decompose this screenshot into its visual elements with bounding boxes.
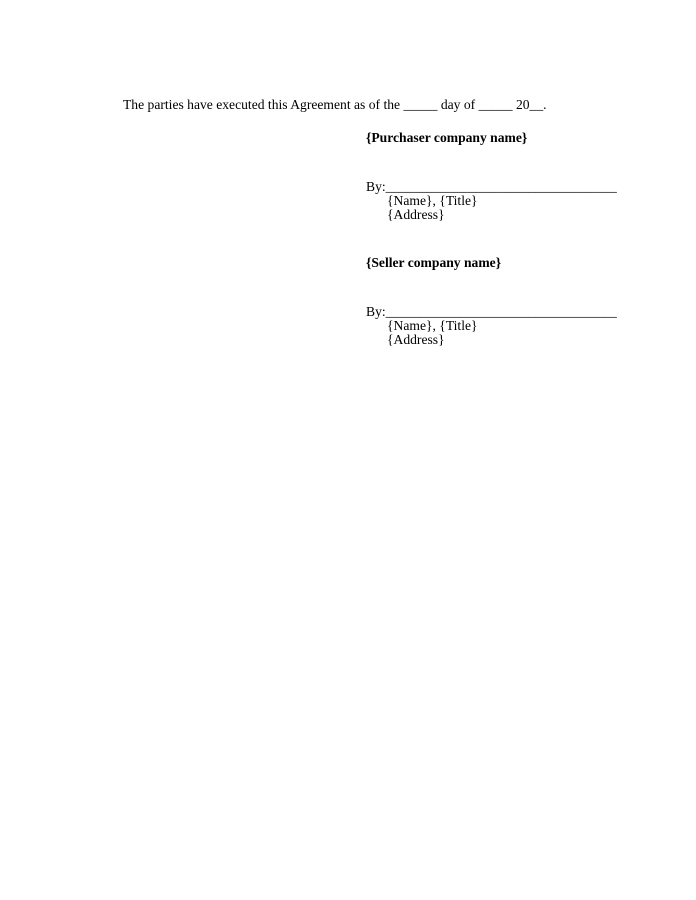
seller-signature-blank: __________________________________ — [385, 304, 617, 319]
seller-by-label: By: — [366, 304, 386, 319]
purchaser-company-name: {Purchaser company name} — [366, 130, 528, 145]
seller-company-name: {Seller company name} — [366, 255, 502, 270]
seller-name-title: {Name}, {Title} — [387, 318, 478, 333]
purchaser-name-title: {Name}, {Title} — [387, 193, 478, 208]
purchaser-signature-blank: __________________________________ — [385, 179, 617, 194]
seller-by-line — [366, 304, 617, 319]
agreement-execution-line: The parties have executed this Agreement as of the _____ day of _____ 20__. — [123, 97, 547, 112]
purchaser-signature-block — [366, 130, 666, 230]
purchaser-by-label: By: — [366, 179, 386, 194]
seller-signature-block — [366, 255, 666, 355]
purchaser-by-line — [366, 179, 617, 194]
purchaser-address: {Address} — [387, 207, 445, 222]
seller-address: {Address} — [387, 332, 445, 347]
